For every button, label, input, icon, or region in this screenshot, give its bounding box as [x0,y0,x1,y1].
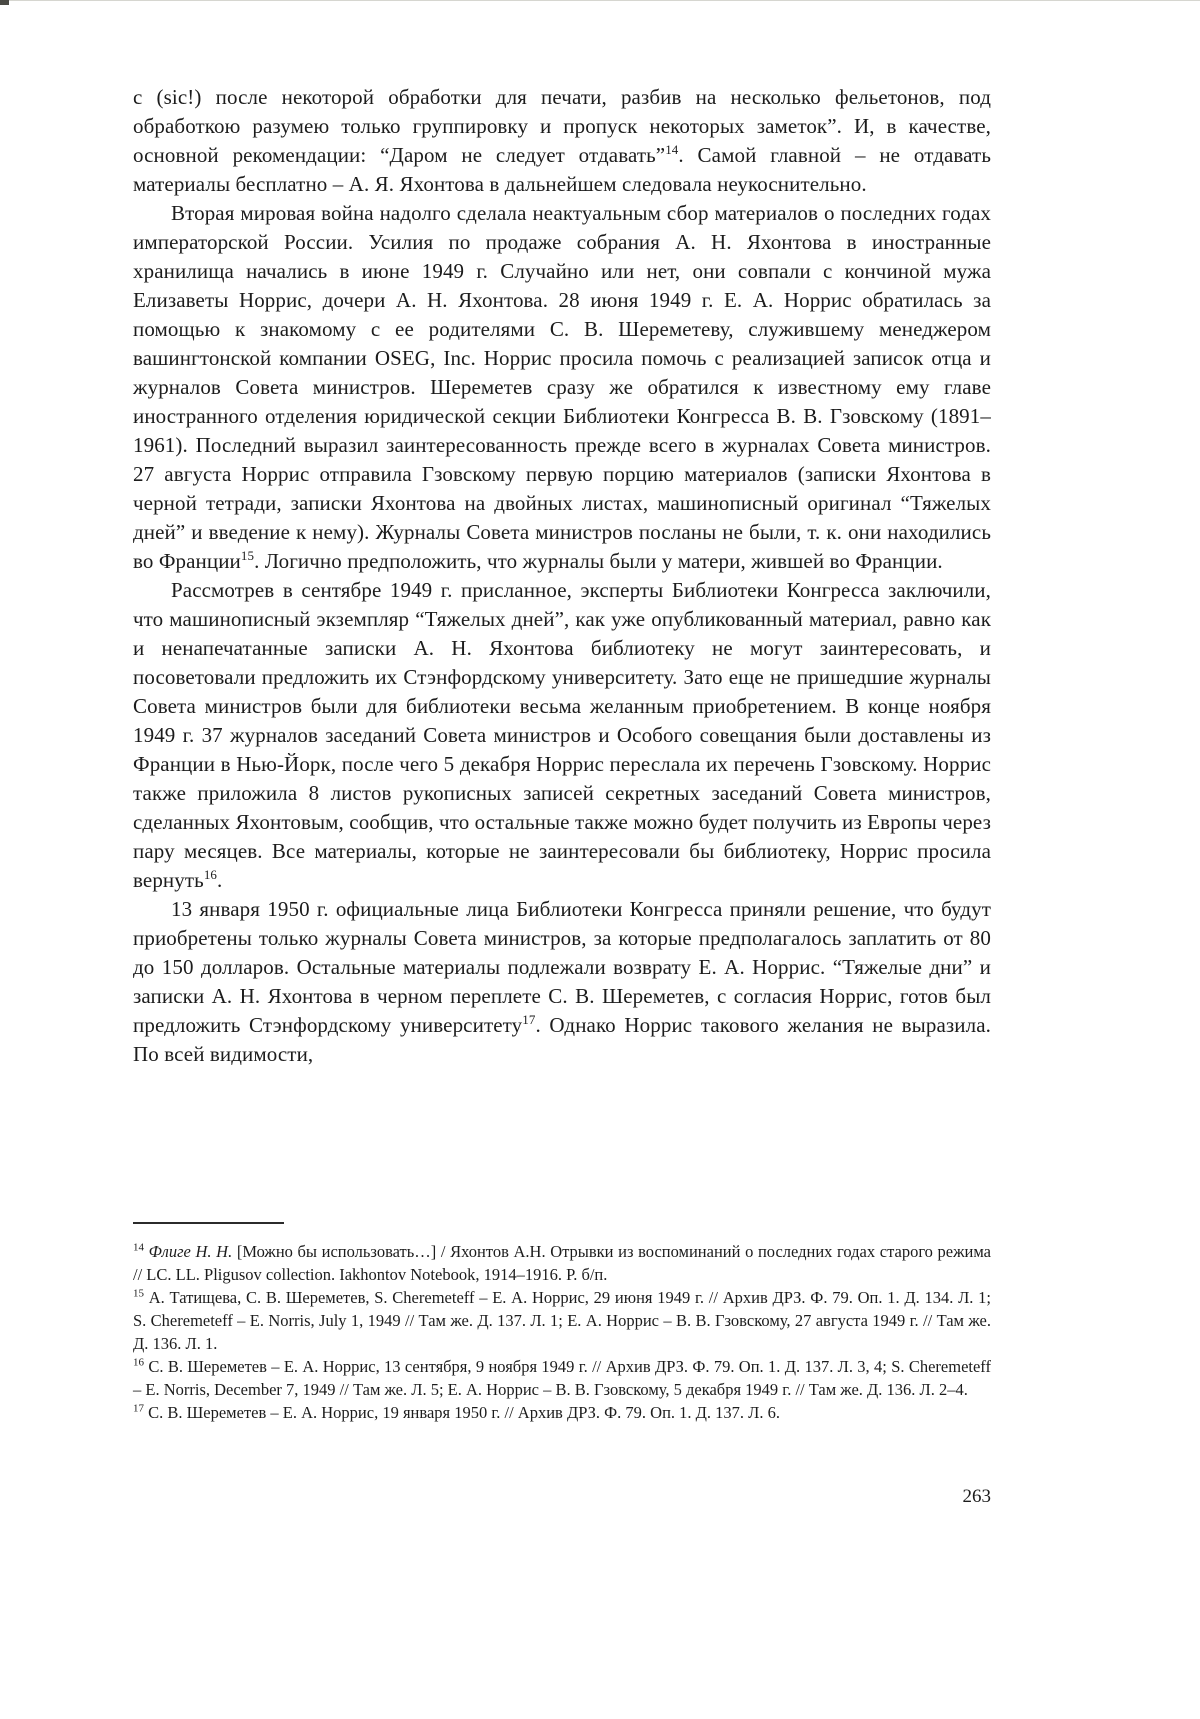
paragraph-continuation [133,83,991,199]
footnote-text: А. Татищева, С. В. Шереметев, S. Cheremeteff – Е. А. Норрис, 29 июня 1949 г. // Архив ДРЗ. Ф. 79. Оп. 1. Д. 134. Л. 1; S. Cheremeteff – E. Norris, July 1, 1949 // Там же. Д. 137. Л. 1; Е. А. Норрис – В. В. Гзовскому, 27 августа 1949 г. // Там же. Д. 136. Л. 1. [133,1288,992,1353]
paragraph-text: . Самой главной – не отдавать материалы бесплатно – А. Я. Яхонтова в дальнейшем следовала неукоснительно. [133,143,991,196]
scan-edge-artifact [0,0,1200,1]
footnote-16 [133,1355,991,1401]
footnote-text: [Можно бы использовать…] / Яхонтов А.Н. Отрывки из воспоминаний о последних годах старого режима // LC. LL. Pligusov collection. Iakhontov Notebook, 1914–1916. Р. б/п. [133,1242,992,1284]
footnote-ref-14: 14 [665,142,679,157]
footnote-text: С. В. Шереметев – Е. А. Норрис, 19 января 1950 г. // Архив ДРЗ. Ф. 79. Оп. 1. Д. 137. Л. 6. [148,1403,780,1422]
main-text-block [133,83,991,1069]
footnote-number: 17 [133,1402,144,1415]
paragraph-text: Вторая мировая война надолго сделала неактуальным сбор материалов о последних годах императорской России. Усилия по продаже собрания А. Н. Яхонтова в иностранные хранилища начались в июне 1949 г. Случайно или нет, они совпали с кончиной мужа Елизаветы Норрис, дочери А. Н. Яхонтова. 28 июня 1949 г. Е. А. Норрис обратилась за помощью к знакомому с ее родителями С. В. Шереметеву, служившему менеджером вашингтонской компании OSEG, Inc. Норрис просила помочь с реализацией записок отца и журналов Совета министров. Шереметев сразу же обратился к известному ему главе иностранного отделения юридической секции Библиотеки Конгресса В. В. Гзовскому (1891–1961). Последний выразил заинтересованность прежде всего в журналах Совета министров. 27 августа Норрис отправила Гзовскому первую порцию материалов (записки Яхонтова в черной тетради, записки Яхонтова на двойных листах, машинописный оригинал “Тяжелых дней” и введение к нему). Журналы Совета министров посланы не были, т. к. они находились во Франции [133,201,991,573]
paragraph-text: . Логично предположить, что журналы были у матери, жившей во Франции. [254,549,943,573]
footnote-number: 14 [133,1241,144,1254]
paragraph-text: 13 января 1950 г. официальные лица Библиотеки Конгресса приняли решение, что будут приобретены только журналы Совета министров, за которые предполагалось заплатить от 80 до 150 долларов. Остальные материалы подлежали возврату Е. А. Норрис. “Тяжелые дни” и записки А. Н. Яхонтова в черном переплете С. В. Шереметев, с согласия Норрис, готов был предложить Стэнфордскому университету [133,897,991,1037]
footnote-14 [133,1240,991,1286]
paragraph-text: . [217,868,223,892]
footnote-ref-15: 15 [240,548,255,563]
paragraph [133,895,991,1069]
footnote-ref-16: 16 [203,867,218,882]
paragraph-text: с (sic!) после некоторой обработки для печати, разбив на несколько фельетонов, под обработкою разумею только группировку и пропуск некоторых заметок”. И, в качестве, основной рекомендации: “Даром не следует отдавать” [133,85,991,167]
scan-corner-artifact [0,0,9,5]
footnote-number: 15 [133,1287,144,1300]
footnote-separator [133,1222,284,1224]
paragraph-text: Рассмотрев в сентябре 1949 г. присланное, эксперты Библиотеки Конгресса заключили, что машинописный экземпляр “Тяжелых дней”, как уже опубликованный материал, равно как и ненапечатанные записки А. Н. Яхонтова библиотеку не могут заинтересовать, и посоветовали предложить их Стэнфордскому университету. Зато еще не пришедшие журналы Совета министров были для библиотеки весьма желанным приобретением. В конце ноября 1949 г. 37 журналов заседаний Совета министров и Особого совещания были доставлены из Франции в Нью-Йорк, после чего 5 декабря Норрис переслала их перечень Гзовскому. Норрис также приложила 8 листов рукописных записей секретных заседаний Совета министров, сделанных Яхонтовым, сообщив, что остальные также можно будет получить из Европы через пару месяцев. Все материалы, которые не заинтересовали бы библиотеку, Норрис просила вернуть [133,578,991,892]
paragraph-text: . Однако Норрис такового желания не выразила. По всей видимости, [133,1013,991,1066]
footnote-number: 16 [133,1356,144,1369]
footnote-17 [133,1401,991,1424]
footnote-ref-17: 17 [522,1012,536,1027]
footnote-text: С. В. Шереметев – Е. А. Норрис, 13 сентября, 9 ноября 1949 г. // Архив ДРЗ. Ф. 79. Оп. 1. Д. 137. Л. 3, 4; S. Cheremeteff – E. Norris, December 7, 1949 // Там же. Л. 5; Е. А. Норрис – В. В. Гзовскому, 5 декабря 1949 г. // Там же. Д. 136. Л. 2–4. [133,1357,991,1399]
page-number: 263 [962,1486,991,1507]
paragraph [133,576,991,895]
footnote-15 [133,1286,991,1355]
paragraph [133,199,991,576]
footnotes-block [133,1240,991,1424]
footnote-author: Флиге Н. Н. [148,1242,233,1261]
